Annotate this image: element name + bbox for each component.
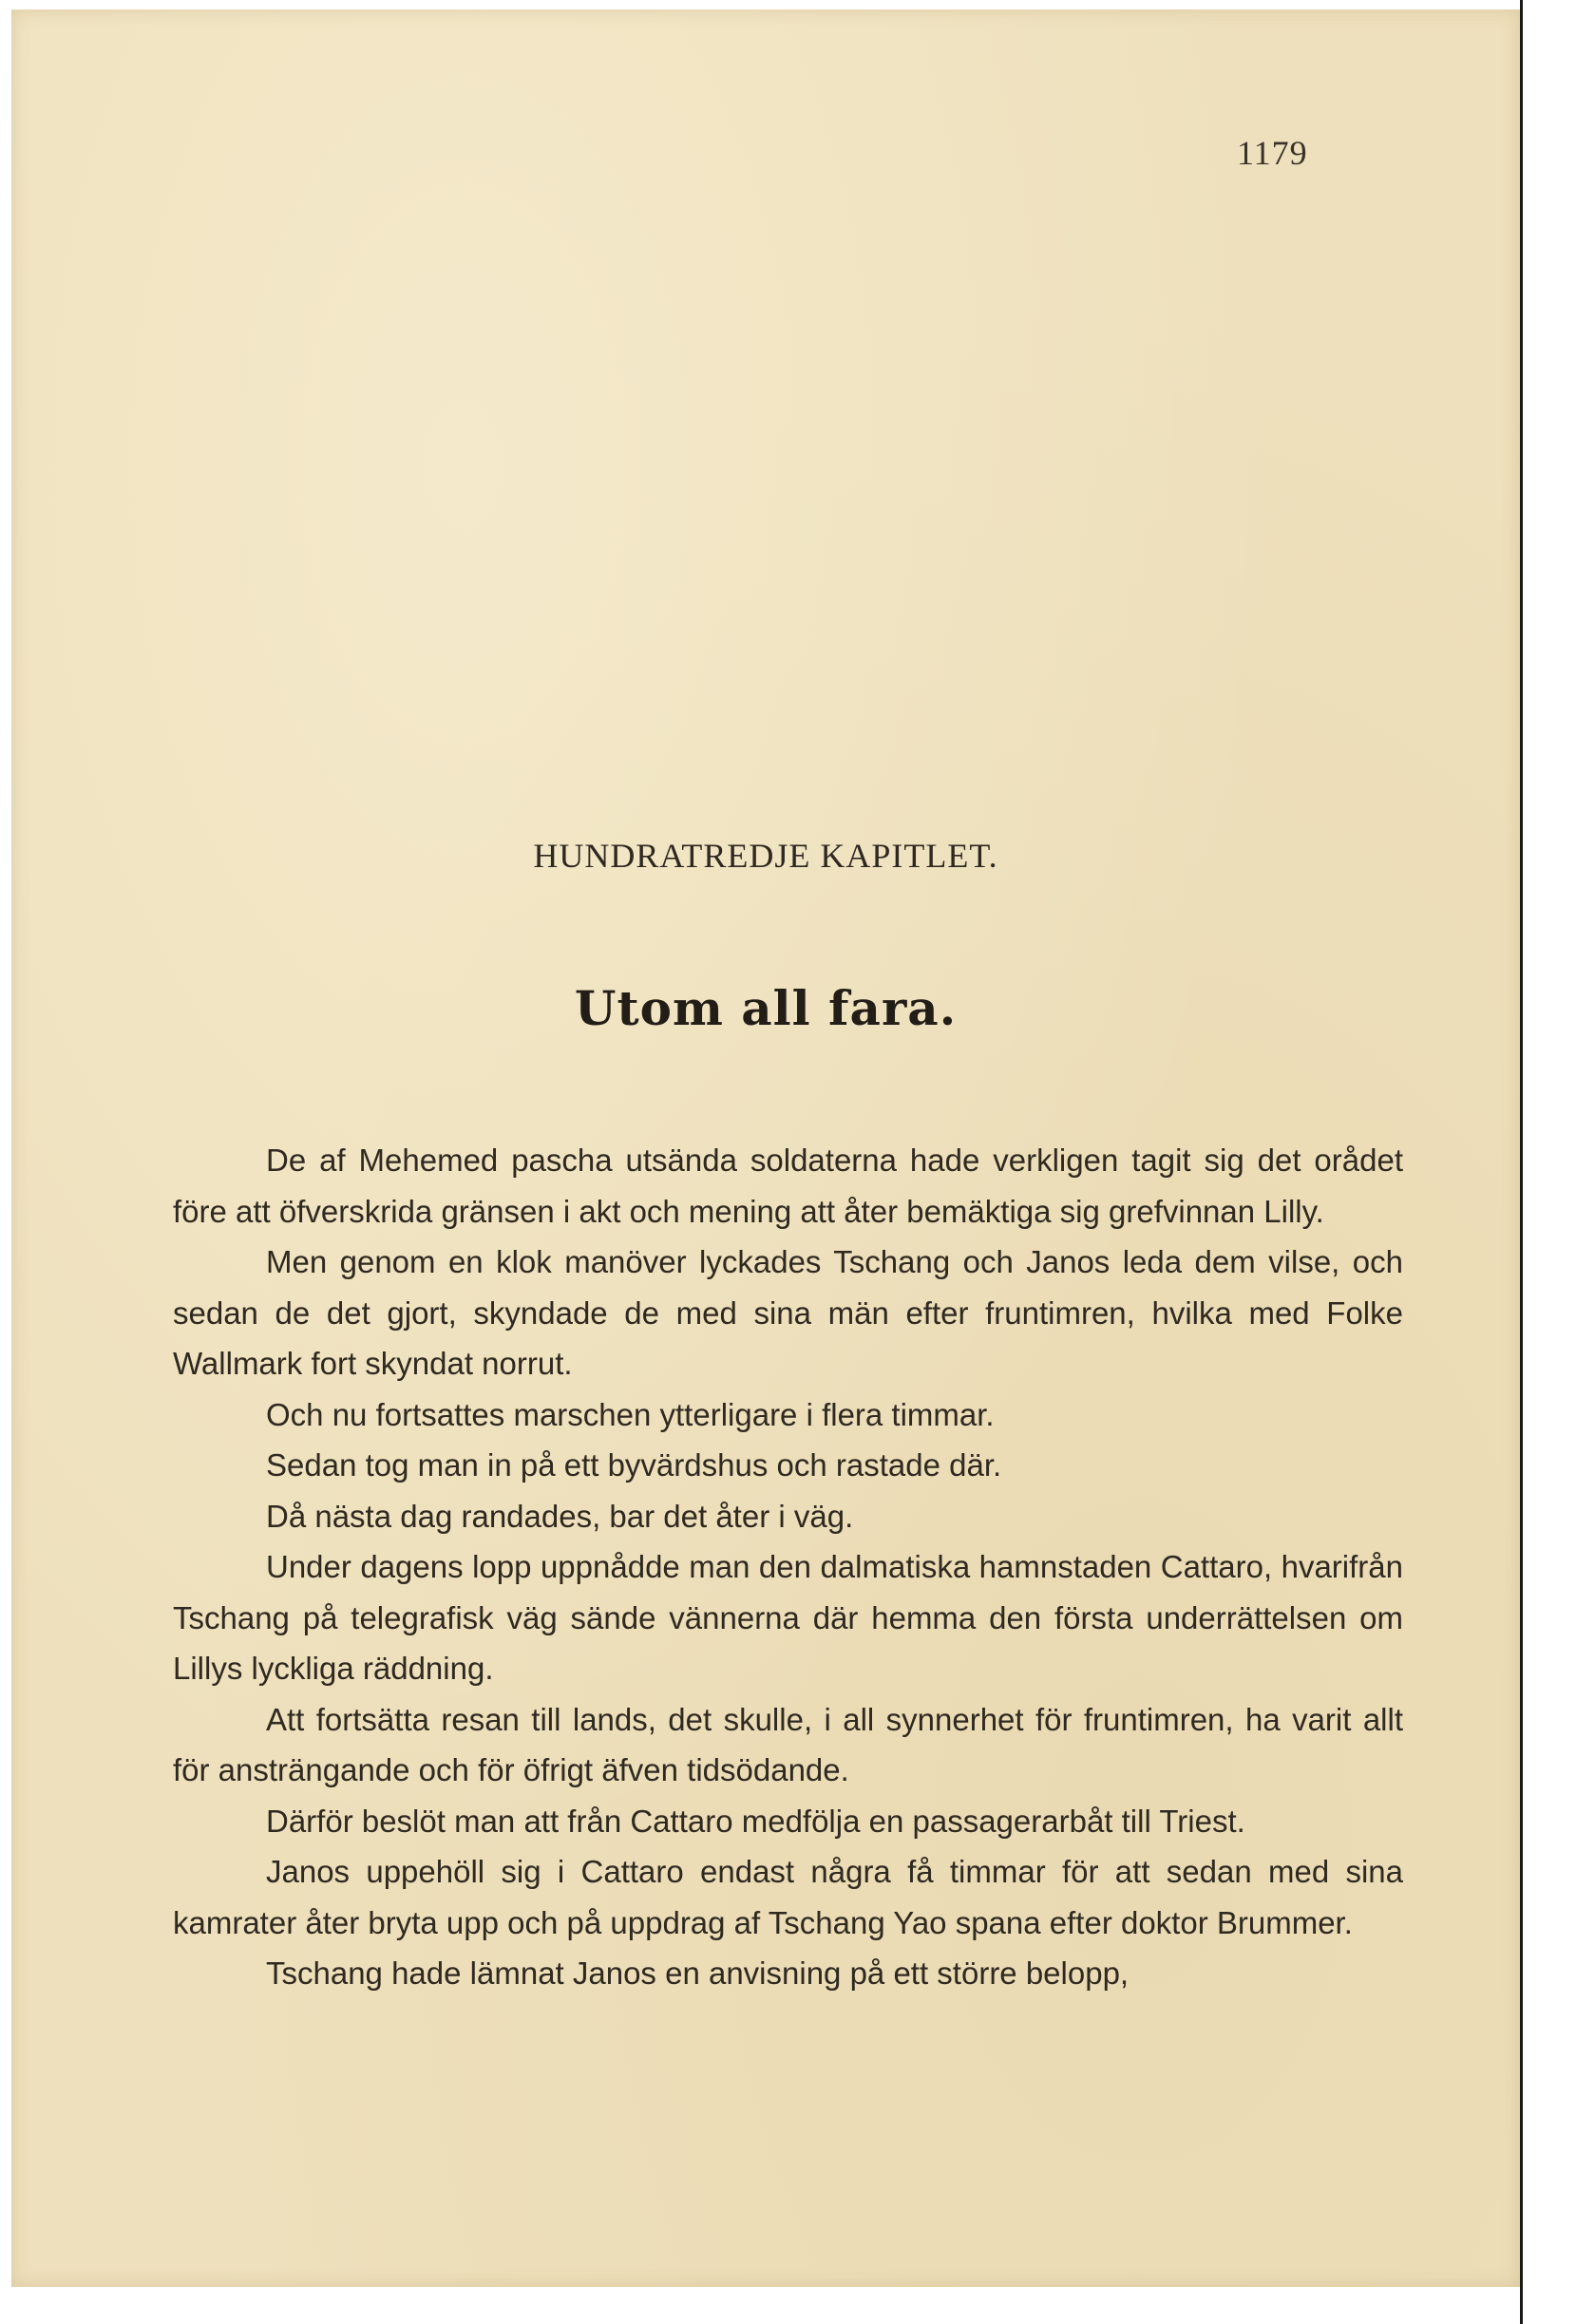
- scan-edge: [1520, 0, 1523, 2324]
- paragraph: Därför beslöt man att från Cattaro medfölja en passagerarbåt till Triest.: [266, 1803, 1245, 1839]
- paragraph: Då nästa dag randades, bar det åter i väg.: [266, 1498, 854, 1534]
- chapter-title: Utom all fara.: [574, 980, 958, 1036]
- book-page: [11, 9, 1520, 2287]
- body-text: [173, 1135, 1403, 1999]
- page-number: 1179: [1237, 134, 1308, 172]
- paragraph: Tschang hade lämnat Janos en anvisning på ett större belopp,: [266, 1956, 1130, 1991]
- paragraph: De af Mehemed pascha utsända soldaterna hade verkligen tagit sig det orådet före att öfverskrida gränsen i akt och mening att åter bemäktiga sig grefvinnan Lilly.: [173, 1143, 1403, 1229]
- paragraph: Sedan tog man in på ett byvärdshus och rastade där.: [266, 1447, 1002, 1483]
- paragraph: Under dagens lopp uppnådde man den dalmatiska hamnstaden Cattaro, hvarifrån Tschang på telegrafisk väg sände vännerna där hemma den första underrättelsen om Lillys lyckliga räddning.: [173, 1549, 1403, 1686]
- paragraph: Janos uppehöll sig i Cattaro endast några få timmar för att sedan med sina kamrater åter bryta upp och på uppdrag af Tschang Yao spana efter doktor Brummer.: [173, 1854, 1403, 1940]
- paragraph: Och nu fortsattes marschen ytterligare i flera timmar.: [266, 1396, 995, 1432]
- chapter-heading: HUNDRATREDJE KAPITLET.: [533, 837, 998, 875]
- paragraph: Att fortsätta resan till lands, det skulle, i all synnerhet för fruntimren, ha varit allt för ansträngande och för öfrigt äfven tidsödande.: [173, 1701, 1403, 1787]
- paragraph: Men genom en klok manöver lyckades Tschang och Janos leda dem vilse, och sedan de det gjort, skyndade de med sina män efter fruntimren, hvilka med Folke Wallmark fort skyndat norrut.: [173, 1244, 1403, 1381]
